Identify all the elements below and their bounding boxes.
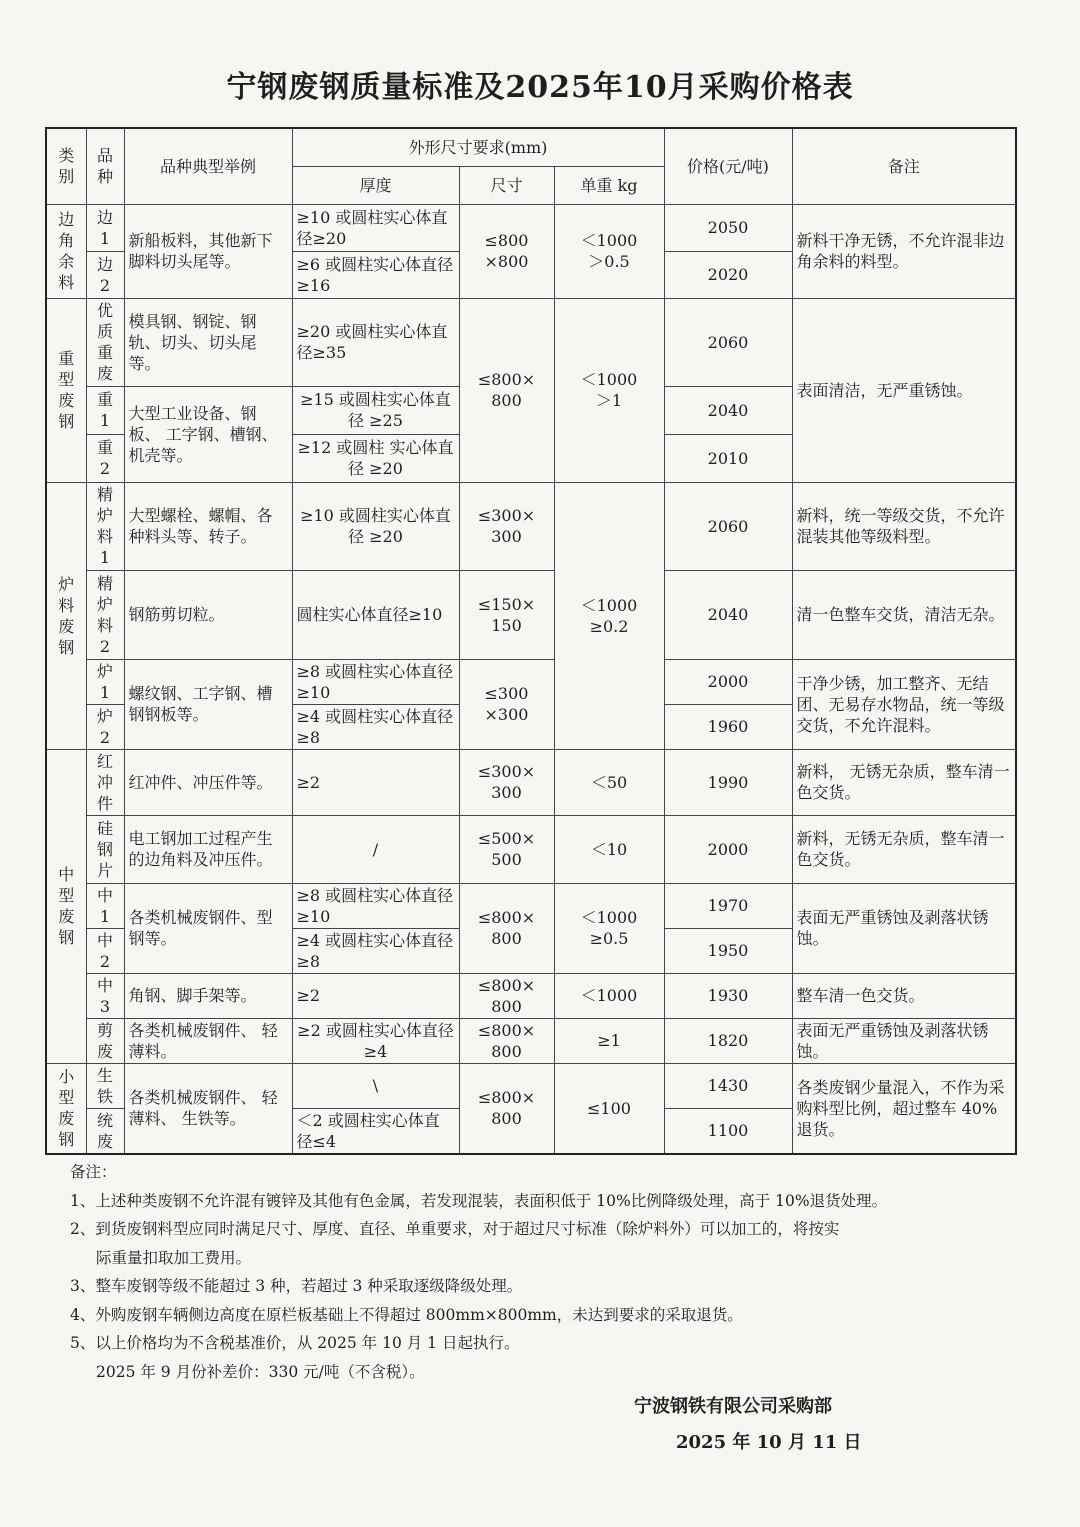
remark-cell: 新料， 无锈无杂质，整车清一色交货。	[792, 749, 1016, 815]
dimension-cell: ≤300 ×300	[459, 659, 554, 749]
variety-cell: 红 冲 件	[86, 749, 124, 815]
variety-cell: 生 铁	[86, 1063, 124, 1108]
table-row	[46, 298, 1016, 386]
thickness-cell: ≥6 或圆柱实心体直径≥16	[292, 251, 459, 298]
example-cell: 角钢、脚手架等。	[124, 973, 292, 1018]
weight-cell: ≤100	[554, 1063, 664, 1154]
dimension-cell: ≤500× 500	[459, 815, 554, 883]
remark-cell: 新料干净无锈，不允许混非边角余料的料型。	[792, 204, 1016, 298]
dimension-cell: ≤150× 150	[459, 570, 554, 659]
thickness-cell: ≥4 或圆柱实心体直径 ≥8	[292, 704, 459, 749]
example-cell: 螺纹钢、工字钢、槽钢钢板等。	[124, 659, 292, 749]
note-2-cont: 际重量扣取加工费用。	[96, 1248, 252, 1267]
price-cell: 1930	[664, 973, 792, 1018]
category-cell: 边 角 余 料	[46, 204, 86, 298]
dimension-cell: ≤800× 800	[459, 298, 554, 482]
price-cell: 2060	[664, 298, 792, 386]
thickness-cell: /	[292, 815, 459, 883]
weight-cell: ＜1000 ＞1	[554, 298, 664, 482]
thickness-cell: ≥4 或圆柱实心体直径≥8	[292, 928, 459, 973]
thickness-cell: ≥2	[292, 749, 459, 815]
header-example: 品种典型举例	[124, 128, 292, 204]
dimension-cell: ≤300× 300	[459, 482, 554, 570]
thickness-cell: ≥8 或圆柱实心体直径 ≥10	[292, 883, 459, 928]
price-cell: 1430	[664, 1063, 792, 1108]
dimension-cell: ≤800× 800	[459, 1018, 554, 1063]
example-cell: 钢筋剪切粒。	[124, 570, 292, 659]
header-remark: 备注	[792, 128, 1016, 204]
category-cell: 中 型 废 钢	[46, 749, 86, 1063]
note-4: 4、外购废钢车辆侧边高度在原栏板基础上不得超过 800mm×800mm，未达到要求的采取退货。	[70, 1305, 743, 1324]
dimension-cell: ≤300× 300	[459, 749, 554, 815]
variety-cell: 优 质 重 废	[86, 298, 124, 386]
remark-cell: 表面无严重锈蚀及剥落状锈蚀。	[792, 1018, 1016, 1063]
price-cell: 1960	[664, 704, 792, 749]
thickness-cell: ≥15 或圆柱实心体直径 ≥25	[292, 386, 459, 434]
signature-company: 宁波钢铁有限公司采购部	[634, 1396, 832, 1417]
signature-date: 2025 年 10 月 11 日	[676, 1432, 862, 1453]
remark-cell: 清一色整车交货，清洁无杂。	[792, 570, 1016, 659]
table-row	[46, 1063, 1016, 1108]
example-cell: 电工钢加工过程产生的边角料及冲压件。	[124, 815, 292, 883]
weight-cell: ＜50	[554, 749, 664, 815]
remark-cell: 各类废钢少量混入，不作为采购料型比例，超过整车 40%退货。	[792, 1063, 1016, 1154]
category-cell: 重 型 废 钢	[46, 298, 86, 482]
price-cell: 1990	[664, 749, 792, 815]
thickness-cell: ≥8 或圆柱实心体直径 ≥10	[292, 659, 459, 704]
price-cell: 1100	[664, 1108, 792, 1154]
header-thickness: 厚度	[292, 166, 459, 204]
example-cell: 模具钢、钢锭、钢轨、切头、切头尾等。	[124, 298, 292, 386]
variety-cell: 炉 2	[86, 704, 124, 749]
weight-cell: ＜1000 ≥0.5	[554, 883, 664, 973]
example-cell: 大型螺栓、螺帽、各种料头等、转子。	[124, 482, 292, 570]
variety-cell: 边 1	[86, 204, 124, 251]
page-title: 宁钢废钢质量标准及2025年10月采购价格表	[226, 70, 854, 105]
weight-cell: ＜1000	[554, 973, 664, 1018]
example-cell: 大型工业设备、钢板、 工字钢、槽钢、机壳等。	[124, 386, 292, 482]
table-row	[46, 749, 1016, 815]
price-cell: 2000	[664, 815, 792, 883]
table-row	[46, 570, 1016, 659]
remark-cell: 干净少锈，加工整齐、无结团、无易存水物品，统一等级交货，不允许混料。	[792, 659, 1016, 749]
note-3: 3、整车废钢等级不能超过 3 种，若超过 3 种采取逐级降级处理。	[70, 1277, 523, 1295]
note-2: 2、到货废钢料型应同时满足尺寸、厚度、直径、单重要求，对于超过尺寸标准（除炉料外）可以加工的，将按实	[70, 1220, 840, 1238]
variety-cell: 中 1	[86, 883, 124, 928]
variety-cell: 中 3	[86, 973, 124, 1018]
variety-cell: 统 废	[86, 1108, 124, 1154]
price-cell: 1970	[664, 883, 792, 928]
thickness-cell: \	[292, 1063, 459, 1108]
header-category: 类 别	[46, 128, 86, 204]
variety-cell: 剪 废	[86, 1018, 124, 1063]
example-cell: 各类机械废钢件、 轻薄料。	[124, 1018, 292, 1063]
category-cell: 炉 料 废 钢	[46, 482, 86, 749]
table-row	[46, 815, 1016, 883]
weight-cell: ＜10	[554, 815, 664, 883]
dimension-cell: ≤800 ×800	[459, 204, 554, 298]
note-6: 2025 年 9 月份补差价：330 元/吨（不含税）。	[96, 1362, 425, 1381]
price-cell: 2050	[664, 204, 792, 251]
remark-cell: 整车清一色交货。	[792, 973, 1016, 1018]
thickness-cell: ≥10 或圆柱实心体直径≥20	[292, 204, 459, 251]
thickness-cell: ≥12 或圆柱 实心体直径 ≥20	[292, 434, 459, 482]
example-cell: 各类机械废钢件、 轻薄料、 生铁等。	[124, 1063, 292, 1154]
remark-cell: 表面清洁，无严重锈蚀。	[792, 298, 1016, 482]
remark-cell: 新料，无锈无杂质，整车清一色交货。	[792, 815, 1016, 883]
dimension-cell: ≤800× 800	[459, 883, 554, 973]
variety-cell: 炉 1	[86, 659, 124, 704]
thickness-cell: ≥10 或圆柱实心体直径 ≥20	[292, 482, 459, 570]
variety-cell: 边 2	[86, 251, 124, 298]
thickness-cell: ≥20 或圆柱实心体直径≥35	[292, 298, 459, 386]
category-cell: 小 型 废 钢	[46, 1063, 86, 1154]
remark-cell: 新料，统一等级交货，不允许混装其他等级料型。	[792, 482, 1016, 570]
example-cell: 各类机械废钢件、型钢等。	[124, 883, 292, 973]
thickness-cell: ≥2	[292, 973, 459, 1018]
notes-label: 备注：	[70, 1163, 117, 1181]
variety-cell: 中 2	[86, 928, 124, 973]
thickness-cell: ＜2 或圆柱实心体直径≤4	[292, 1108, 459, 1154]
remark-cell: 表面无严重锈蚀及剥落状锈蚀。	[792, 883, 1016, 973]
weight-cell: ＜1000 ＞0.5	[554, 204, 664, 298]
note-1: 1、上述种类废钢不允许混有镀锌及其他有色金属，若发现混装，表面积低于 10%比例降级处理，高于 10%退货处理。	[70, 1191, 888, 1210]
note-5: 5、以上价格均为不含税基准价，从 2025 年 10 月 1 日起执行。	[70, 1334, 520, 1352]
price-cell: 2040	[664, 570, 792, 659]
variety-cell: 重 2	[86, 434, 124, 482]
header-row	[46, 128, 1016, 166]
variety-cell: 硅 钢 片	[86, 815, 124, 883]
header-dimension: 尺寸	[459, 166, 554, 204]
table-row	[46, 1018, 1016, 1063]
price-cell: 1950	[664, 928, 792, 973]
price-cell: 2020	[664, 251, 792, 298]
price-table	[45, 127, 1017, 1155]
thickness-cell: ≥2 或圆柱实心体直径≥4	[292, 1018, 459, 1063]
variety-cell: 精 炉 料 2	[86, 570, 124, 659]
header-size-group: 外形尺寸要求(mm)	[292, 128, 664, 166]
table-row	[46, 659, 1016, 704]
example-cell: 红冲件、冲压件等。	[124, 749, 292, 815]
weight-cell: ＜1000 ≥0.2	[554, 482, 664, 749]
table-row	[46, 973, 1016, 1018]
variety-cell: 精 炉 料 1	[86, 482, 124, 570]
table-row	[46, 204, 1016, 251]
variety-cell: 重 1	[86, 386, 124, 434]
price-cell: 2000	[664, 659, 792, 704]
header-price: 价格(元/吨)	[664, 128, 792, 204]
dimension-cell: ≤800× 800	[459, 973, 554, 1018]
price-cell: 1820	[664, 1018, 792, 1063]
header-variety: 品 种	[86, 128, 124, 204]
price-cell: 2010	[664, 434, 792, 482]
weight-cell: ≥1	[554, 1018, 664, 1063]
dimension-cell: ≤800× 800	[459, 1063, 554, 1154]
table-row	[46, 482, 1016, 570]
price-cell: 2060	[664, 482, 792, 570]
table-row	[46, 883, 1016, 928]
example-cell: 新船板料，其他新下脚料切头尾等。	[124, 204, 292, 298]
header-unit-weight: 单重 kg	[554, 166, 664, 204]
notes-section	[70, 1158, 1030, 1386]
thickness-cell: 圆柱实心体直径≥10	[292, 570, 459, 659]
price-cell: 2040	[664, 386, 792, 434]
